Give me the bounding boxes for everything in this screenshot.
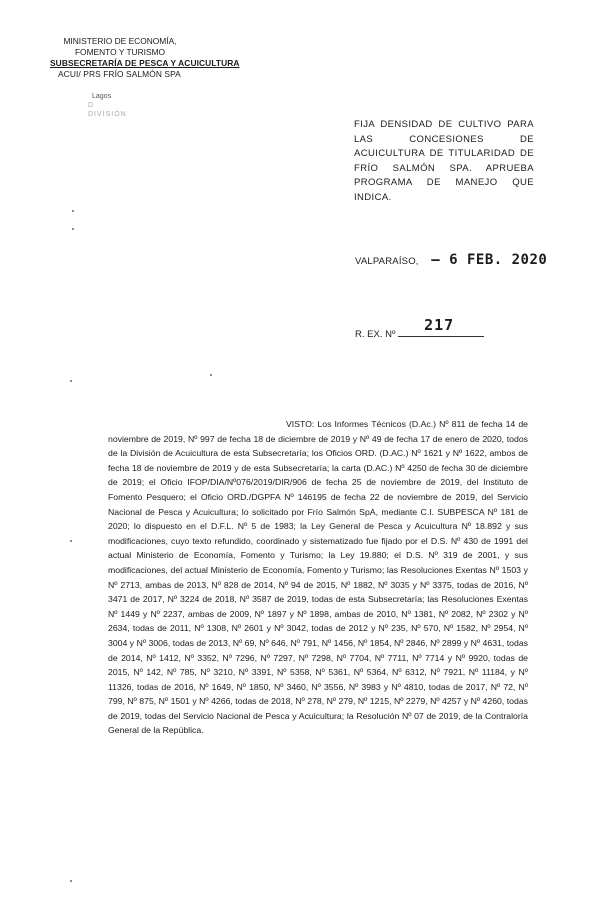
resolution-number: 217 (424, 316, 455, 334)
ministry-name-line2: FOMENTO Y TURISMO (74, 47, 166, 57)
visto-text: Los Informes Técnicos (D.Ac.) Nº 811 de fecha 14 de noviembre de 2019, Nº 997 de fecha 18 de diciembre de 2019 y Nº 49 de fecha 17 de enero de 2020, todos de la División de Acuicultura de esta Subsecretaría; los Oficios ORD. (D.AC.) Nº 1621 y Nº 1622, ambos de fecha 18 de noviembre de 2019 y de esta Subsecretaría; la carta (D.AC.) Nº 4250 de fecha 30 de diciembre de 2019; el Oficio IFOP/DIA/Nº076/2019/DIR/906 de fecha 25 de noviembre de 2019, del Instituto de Fomento Pesquero; el Oficio ORD./DGPFA Nº 146195 de fecha 22 de noviembre de 2019, del Servicio Nacional de Pesca y Acuicultura; lo solicitado por Frío Salmón SpA, mediante C.I. SUBPESCA Nº 181 de 2020; lo dispuesto en el D.F.L. Nº 5 de 1983; la Ley General de Pesca y Acuicultura Nº 18.892 y sus modificaciones, cuyo texto refundido, coordinado y sistematizado fue fijado por el D.S. Nº 430 de 1991 del actual Ministerio de Economía, Fomento y Turismo; la Ley 19.880; el D.S. Nº 319 de 2001, y sus modificaciones, del actual Ministerio de Economía, Fomento y Turismo; las Resoluciones Exentas Nº 1503 y Nº 2713, ambas de 2013, Nº 828 de 2014, Nº 94 de 2015, Nº 1882, Nº 3035 y Nº 3375, todas de 2016, Nº 3471 de 2017, Nº 3224 de 2018, Nº 3587 de 2019, todas de esta Subsecretaría; las Resoluciones Exentas Nº 1449 y Nº 2237, ambas de 2009, Nº 1897 y Nº 1898, ambas de 2010, Nº 1381, Nº 2082, Nº 2302 y Nº 2634, todas de 2011, Nº 1308, Nº 2601 y Nº 3042, todas de 2012 y Nº 235, Nº 570, Nº 1582, Nº 2954, Nº 3004 y Nº 3006, todas de 2013, Nº 69, Nº 646, Nº 791, Nº 1456, Nº 1854, Nº 2846, Nº 2899 y Nº 4631, todas de 2014, Nº 1412, Nº 3352, Nº 7296, Nº 7297, Nº 7298, Nº 7704, Nº 7711, Nº 7714 y Nº 9920, todas de 2015, Nº 142, Nº 785, Nº 3210, Nº 3391, Nº 5358, Nº 5361, Nº 5364, Nº 6312, Nº 7921, Nº 11184, y Nº 11326, todas de 2016, Nº 1649, Nº 1850, Nº 3460, Nº 3556, Nº 3983 y Nº 4810, todas de 2017, Nº 72, Nº 799, Nº 875, Nº 1501 y Nº 4266, todas de 2018, Nº 278, Nº 279, Nº 1215, Nº 2279, Nº 4257 y Nº 4260, todas de 2019, todas del Servicio Nacional de Pesca y Acuicultura; la Resolución Nº 07 de 2019, de la Contraloría General de la República. (108, 419, 528, 736)
resolution-number-line (355, 316, 484, 340)
reference-code: ACUI/ PRS FRÍO SALMÓN SPA (58, 69, 181, 79)
subsecretaria-name: SUBSECRETARÍA DE PESCA Y ACUICULTURA (50, 58, 240, 68)
ministry-name: MINISTERIO DE ECONOMÍA, (63, 36, 177, 46)
stamp-line-2: D (88, 102, 95, 109)
margin-mark (70, 540, 72, 542)
visto-paragraph (108, 417, 528, 738)
date-stamp: – 6 FEB. 2020 (431, 252, 548, 268)
stamp-line-3: DIVISIÓN (88, 111, 127, 118)
letterhead (50, 36, 250, 80)
office-stamp (82, 92, 150, 119)
margin-mark (72, 210, 74, 212)
margin-mark (70, 380, 72, 382)
stamp-line-1: Lagos (92, 93, 112, 100)
resolution-subject: FIJA DENSIDAD DE CULTIVO PARA LAS CONCESIONES DE ACUICULTURA DE TITULARIDAD DE FRÍO SALMÓN SPA. APRUEBA PROGRAMA DE MANEJO QUE INDICA. (354, 119, 534, 203)
date-city: VALPARAÍSO, (355, 256, 419, 267)
resolution-label: R. EX. Nº (355, 329, 396, 340)
margin-mark (72, 228, 74, 230)
visto-label: VISTO: (286, 419, 315, 429)
margin-mark (70, 880, 72, 882)
resolution-number-field (398, 316, 484, 337)
date-line (355, 252, 547, 268)
margin-mark (210, 374, 212, 376)
